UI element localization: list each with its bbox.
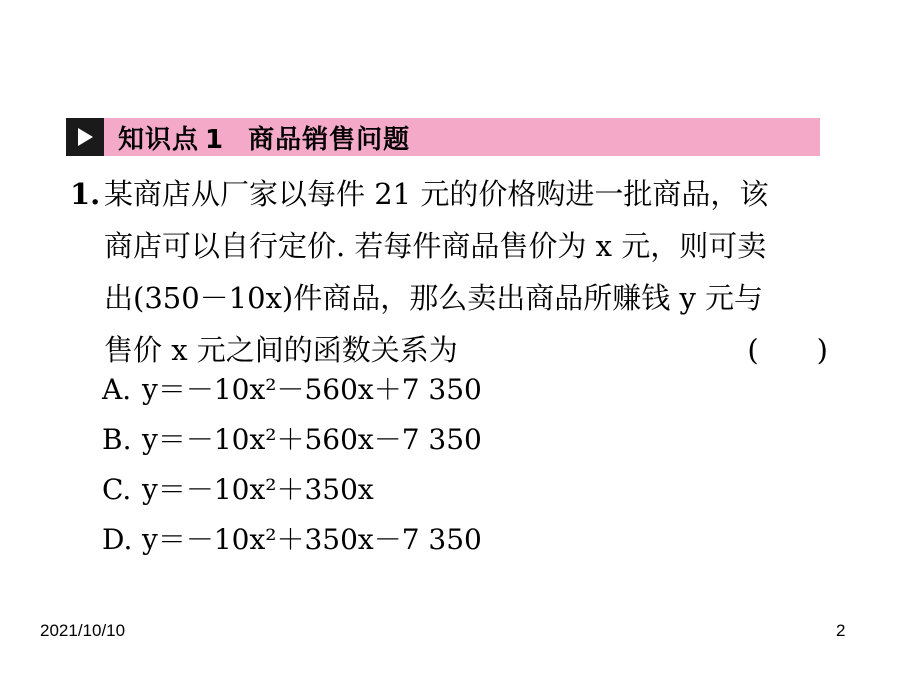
- question-text-line-2: 商店可以自行定价. 若每件商品售价为 x 元，则可卖: [104, 229, 767, 263]
- option-text: y＝－10x²＋350x－7 350: [142, 523, 482, 556]
- page-number: 2: [836, 621, 846, 640]
- option-a: [102, 365, 482, 415]
- question-text-line-1: 某商店从厂家以每件 21 元的价格购进一批商品，该: [104, 177, 769, 211]
- section-header: [66, 118, 820, 156]
- play-triangle-glyph: [74, 126, 96, 148]
- section-title-label: 知识点: [118, 124, 200, 155]
- option-b: [102, 415, 482, 465]
- option-label: D.: [102, 523, 133, 556]
- option-label: B.: [102, 423, 132, 456]
- question-line: [70, 272, 840, 324]
- section-title: [118, 119, 410, 156]
- option-c: [102, 465, 482, 515]
- section-topic: 商品销售问题: [248, 124, 411, 155]
- option-label: C.: [102, 473, 132, 506]
- question-text-line-3: 出(350－10x)件商品，那么卖出商品所赚钱 y 元与: [104, 281, 764, 315]
- question-block: [70, 168, 840, 376]
- section-number: 1: [205, 124, 225, 155]
- question-line: [70, 220, 840, 272]
- option-d: [102, 515, 482, 565]
- question-line: [70, 168, 840, 220]
- question-number: 1.: [70, 177, 101, 211]
- option-text: y＝－10x²－560x＋7 350: [142, 373, 482, 406]
- answer-bracket: ( ): [747, 333, 828, 367]
- footer-date: 2021/10/10: [40, 621, 126, 640]
- question-text-line-4: 售价 x 元之间的函数关系为: [104, 333, 458, 367]
- options-list: [102, 365, 482, 565]
- option-text: y＝－10x²＋560x－7 350: [142, 423, 482, 456]
- option-label: A.: [102, 373, 132, 406]
- option-text: y＝－10x²＋350x: [142, 473, 374, 506]
- play-triangle-icon: [66, 118, 104, 156]
